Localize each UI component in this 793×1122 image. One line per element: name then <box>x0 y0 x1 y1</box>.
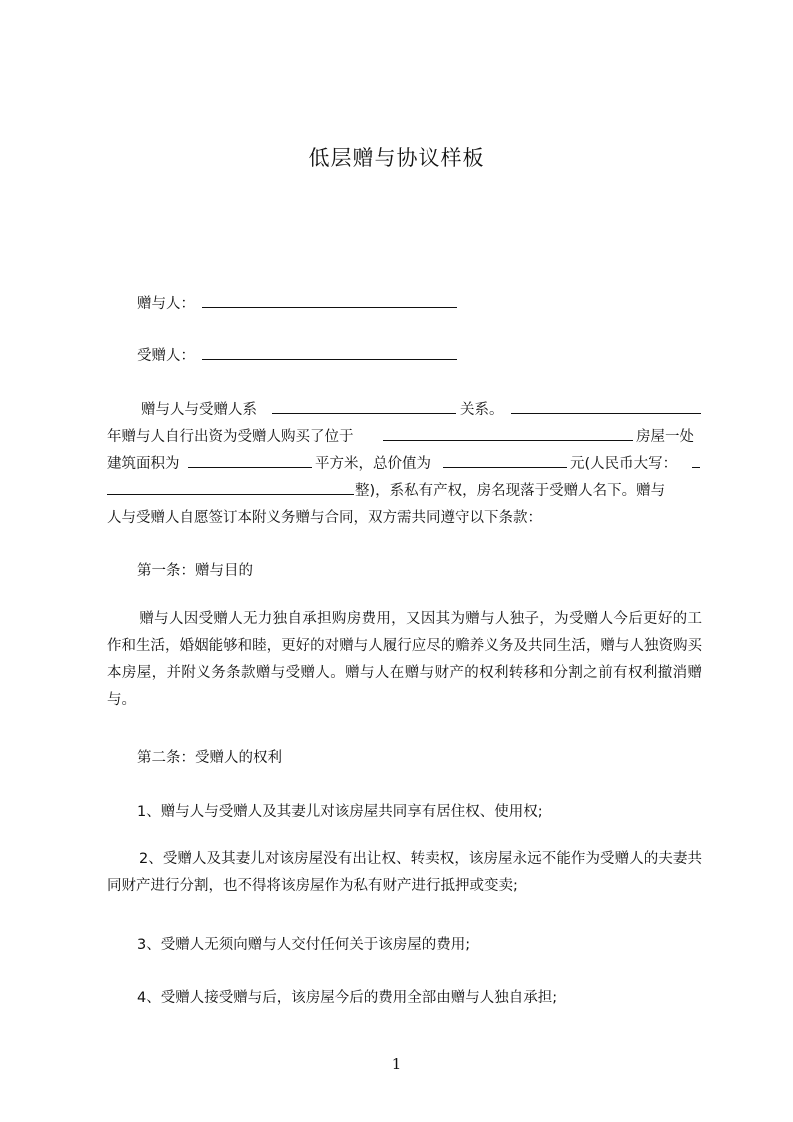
page-number: 1 <box>391 1055 402 1073</box>
item-1: 1、赠与人与受赠人及其妻儿对该房屋共同享有居住权、使用权; <box>137 804 543 820</box>
donor-label: 赠与人： <box>137 296 195 312</box>
item-2-body: 2、受赠人及其妻儿对该房屋没有出让权、转卖权，该房屋永远不能作为受赠人的夫妻共同财产进行分割，也不得将该房屋作为私有财产进行抵押或变卖; <box>107 851 702 894</box>
relation-blank <box>272 398 456 414</box>
p1-text-b: 关系。 <box>460 402 504 418</box>
p1-text-d: 房屋一处 <box>636 429 694 445</box>
value-blank <box>443 452 567 468</box>
p1-text-i: 人与受赠人自愿签订本附义务赠与合同，双方需共同遵守以下条款： <box>107 510 542 526</box>
p1-text-a: 赠与人与受赠人系 <box>141 402 257 418</box>
p1-text-e: 建筑面积为 <box>107 456 180 472</box>
donee-label: 受赠人： <box>137 348 195 364</box>
document-title: 低层赠与协议样板 <box>308 146 485 170</box>
item-2 <box>107 846 702 900</box>
amount-words-blank <box>107 479 354 495</box>
donor-blank <box>202 292 457 308</box>
item-3: 3、受赠人无须向赠与人交付任何关于该房屋的费用; <box>137 937 471 953</box>
article2-heading: 第二条：受赠人的权利 <box>137 750 282 766</box>
article1-body: 赠与人因受赠人无力独自承担购房费用，又因其为赠与人独子，为受赠人今后更好的工作和生活，婚姻能够和睦，更好的对赠与人履行应尽的赡养义务及共同生活，赠与人独资购买本房屋，并附义务条款赠与受赠人。赠与人在赠与财产的权利转移和分割之前有权利撤消赠与。 <box>107 611 702 708</box>
article1-text <box>107 606 702 714</box>
item-4: 4、受赠人接受赠与后，该房屋今后的费用全部由赠与人独自承担; <box>137 990 558 1006</box>
p1-text-g: 元(人民币大写： <box>570 456 678 472</box>
donee-blank <box>202 344 457 360</box>
p1-text-c: 年赠与人自行出资为受赠人购买了位于 <box>107 429 354 445</box>
article1-heading: 第一条：赠与目的 <box>137 563 253 579</box>
year-blank <box>511 398 701 414</box>
amount-words-blank-start <box>692 452 700 468</box>
p1-text-f: 平方米，总价值为 <box>315 456 431 472</box>
location-blank <box>383 425 633 441</box>
area-blank <box>188 452 312 468</box>
p1-text-h: 整)，系私有产权，房名现落于受赠人名下。赠与 <box>355 483 666 499</box>
